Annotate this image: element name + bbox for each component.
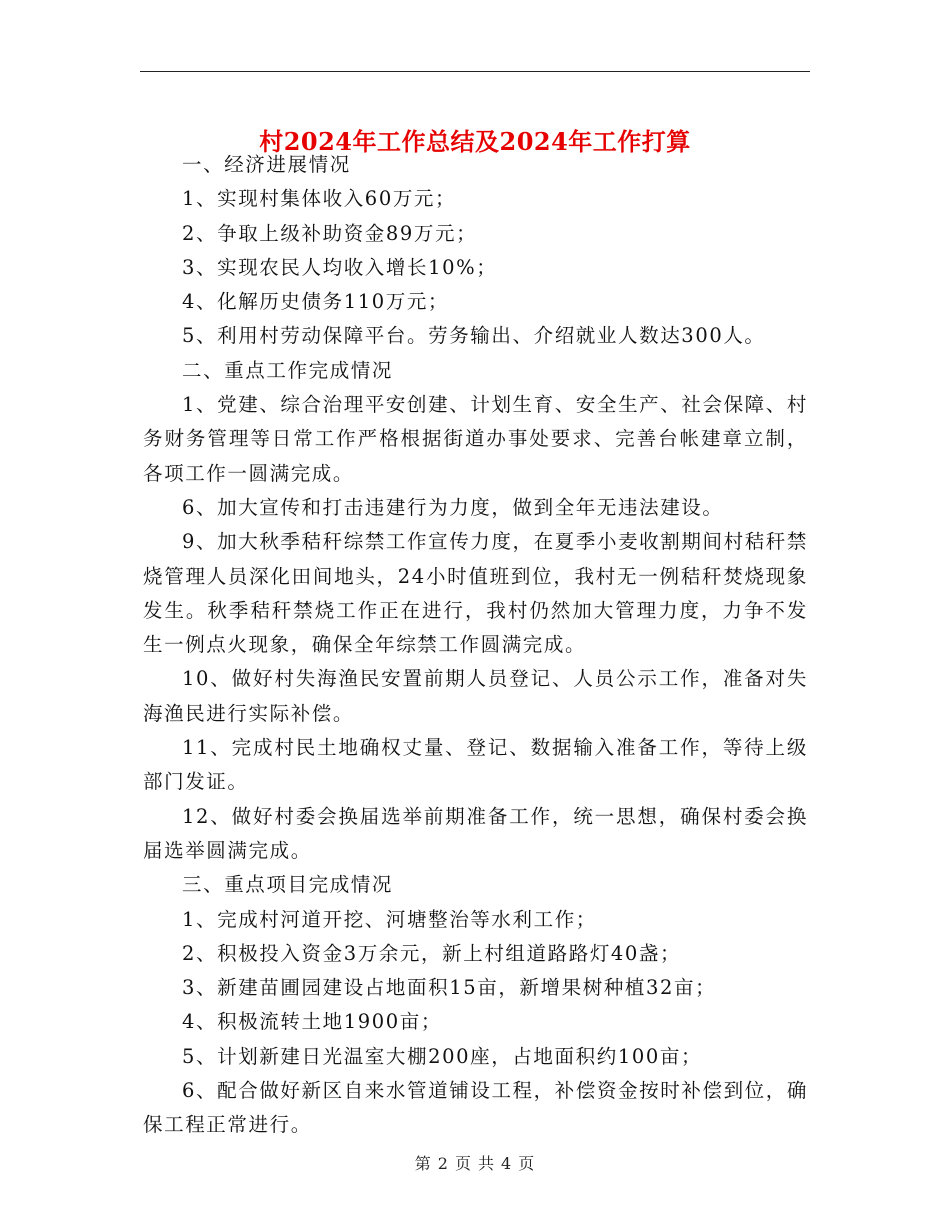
list-item: 1、党建、综合治理平安创建、计划生育、安全生产、社会保障、村务财务管理等日常工作严格根据街道办事处要求、完善台帐建章立制，各项工作一圆满完成。 xyxy=(143,393,808,485)
list-item: 10、做好村失海渔民安置前期人员登记、人员公示工作，准备对失海渔民进行实际补偿。 xyxy=(143,667,808,725)
list-item: 11、完成村民土地确权丈量、登记、数据输入准备工作，等待上级部门发证。 xyxy=(143,736,808,794)
list-item: 9、加大秋季秸秆综禁工作宣传力度，在夏季小麦收割期间村秸秆禁烧管理人员深化田间地头，24小时值班到位，我村无一例秸秆焚烧现象发生。秋季秸秆禁烧工作正在进行，我村仍然加大管理力度，力争不发生一例点火现象，确保全年综禁工作圆满完成。 xyxy=(143,530,808,657)
footer-label-ye: 页 xyxy=(454,1154,472,1173)
list-item: 2、争取上级补助资金89万元； xyxy=(182,221,478,245)
list-item: 4、化解历史债务110万元； xyxy=(182,290,450,314)
list-item: 4、积极流转土地1900亩； xyxy=(182,1010,442,1034)
list-item: 5、计划新建日光温室大棚200座，占地面积约100亩； xyxy=(182,1044,703,1068)
list-item: 3、新建苗圃园建设占地面积15亩，新增果树种植32亩； xyxy=(182,976,717,1000)
document-body xyxy=(143,148,808,1143)
list-item: 12、做好村委会换届选举前期准备工作，统一思想，确保村委会换届选举圆满完成。 xyxy=(143,804,808,862)
footer-label-di: 第 xyxy=(414,1154,432,1173)
list-item: 6、加大宣传和打击违建行为力度，做到全年无违法建设。 xyxy=(182,495,724,519)
footer-page-total: 4 xyxy=(501,1154,513,1173)
footer-label-gong: 共 xyxy=(478,1154,496,1173)
list-item: 1、实现村集体收入60万元； xyxy=(182,187,457,211)
section-heading-key-projects: 三、重点项目完成情况 xyxy=(182,873,394,897)
section-heading-key-work: 二、重点工作完成情况 xyxy=(182,358,394,382)
list-item: 3、实现农民人均收入增长10%； xyxy=(182,255,498,279)
list-item: 5、利用村劳动保障平台。劳务输出、介绍就业人数达300人。 xyxy=(182,324,766,348)
list-item: 2、积极投入资金3万余元，新上村组道路路灯40盏； xyxy=(182,941,682,965)
header-rule xyxy=(140,71,810,72)
footer-label-ye-2: 页 xyxy=(518,1154,536,1173)
page-footer xyxy=(0,1152,950,1176)
list-item: 6、配合做好新区自来水管道铺设工程，补偿资金按时补偿到位，确保工程正常进行。 xyxy=(143,1079,808,1137)
list-item: 1、完成村河道开挖、河塘整治等水利工作； xyxy=(182,907,597,931)
document-title: 村2024年工作总结及2024年工作打算 xyxy=(259,127,691,157)
footer-page-current: 2 xyxy=(437,1154,449,1173)
section-heading-economy: 一、经济进展情况 xyxy=(182,153,351,176)
